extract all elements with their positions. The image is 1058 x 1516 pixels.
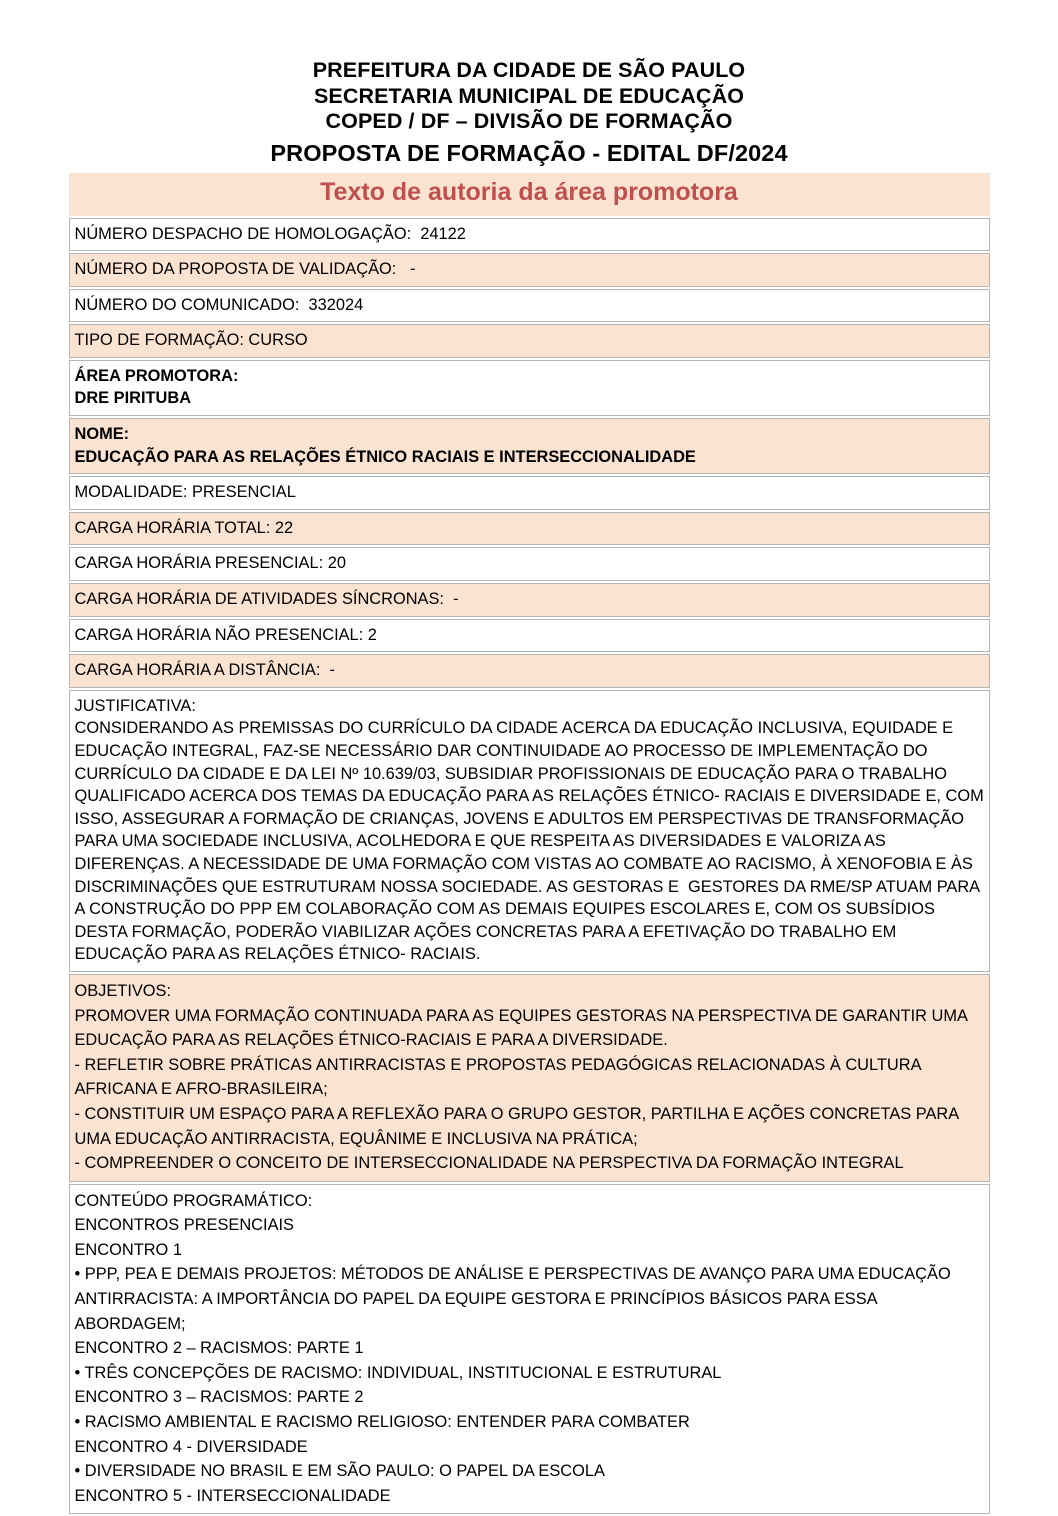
form-row (69, 619, 990, 653)
field-modalidade (69, 476, 990, 510)
field-carga-horaria-presencial-line: CARGA HORÁRIA PRESENCIAL: 20 (75, 552, 985, 575)
form-row (69, 583, 990, 617)
field-nome-da-formacao-line: EDUCAÇÃO PARA AS RELAÇÕES ÉTNICO RACIAIS E INTERSECCIONALIDADE (75, 446, 985, 469)
field-objetivos-line: - CONSTITUIR UM ESPAÇO PARA A REFLEXÃO PARA O GRUPO GESTOR, PARTILHA E AÇÕES CONCRETAS PARA UMA EDUCAÇÃO ANTIRRACISTA, EQUÂNIME E INCLUSIVA NA PRÁTICA; (75, 1102, 985, 1151)
field-objetivos-line: - COMPREENDER O CONCEITO DE INTERSECCIONALIDADE NA PERSPECTIVA DA FORMAÇÃO INTEGRAL (75, 1151, 985, 1176)
field-conteudo-programatico-line: ENCONTRO 5 - INTERSECCIONALIDADE (75, 1484, 985, 1509)
proposal-form-body (69, 218, 990, 1515)
header-line-secretaria: SECRETARIA MUNICIPAL DE EDUCAÇÃO (0, 84, 1058, 110)
field-conteudo-programatico-line: • RACISMO AMBIENTAL E RACISMO RELIGIOSO: ENTENDER PARA COMBATER (75, 1410, 985, 1435)
form-row (69, 218, 990, 252)
form-row (69, 360, 990, 416)
field-conteudo-programatico-line: ENCONTRO 3 – RACISMOS: PARTE 2 (75, 1385, 985, 1410)
field-conteudo-programatico-line: ENCONTROS PRESENCIAIS (75, 1213, 985, 1238)
field-conteudo-programatico-line: • PPP, PEA E DEMAIS PROJETOS: MÉTODOS DE ANÁLISE E PERSPECTIVAS DE AVANÇO PARA UMA EDUCAÇÃO ANTIRRACISTA: A IMPORTÂNCIA DO PAPEL DA EQUIPE GESTORA E PRINCÍPIOS BÁSICOS PARA ESSA ABORDAGEM; (75, 1262, 985, 1336)
field-tipo-de-formacao-line: TIPO DE FORMAÇÃO: CURSO (75, 329, 985, 352)
field-carga-horaria-atividades-sincronas-line: CARGA HORÁRIA DE ATIVIDADES SÍNCRONAS: - (75, 588, 985, 611)
form-row (69, 654, 990, 688)
field-justificativa-line: JUSTIFICATIVA: (75, 695, 985, 718)
form-row (69, 324, 990, 358)
field-carga-horaria-presencial (69, 547, 990, 581)
field-carga-horaria-atividades-sincronas (69, 583, 990, 617)
field-carga-horaria-nao-presencial (69, 619, 990, 653)
field-numero-comunicado-line: NÚMERO DO COMUNICADO: 332024 (75, 294, 985, 317)
field-conteudo-programatico-line: ENCONTRO 4 - DIVERSIDADE (75, 1435, 985, 1460)
authorship-banner (69, 173, 990, 216)
field-objetivos-line: PROMOVER UMA FORMAÇÃO CONTINUADA PARA AS EQUIPES GESTORAS NA PERSPECTIVA DE GARANTIR UMA EDUCAÇÃO PARA AS RELAÇÕES ÉTNICO-RACIAIS E PARA A DIVERSIDADE. (75, 1004, 985, 1053)
field-area-promotora-line: DRE PIRITUBA (75, 387, 985, 410)
field-carga-horaria-a-distancia (69, 654, 990, 688)
field-conteudo-programatico (69, 1184, 990, 1515)
form-row (69, 512, 990, 546)
field-nome-da-formacao-line: NOME: (75, 423, 985, 446)
field-conteudo-programatico-line: CONTEÚDO PROGRAMÁTICO: (75, 1189, 985, 1214)
authorship-banner-text: Texto de autoria da área promotora (320, 178, 738, 206)
field-conteudo-programatico-line: • TRÊS CONCEPÇÕES DE RACISMO: INDIVIDUAL, INSTITUCIONAL E ESTRUTURAL (75, 1361, 985, 1386)
form-row (69, 476, 990, 510)
field-justificativa (69, 690, 990, 972)
field-modalidade-line: MODALIDADE: PRESENCIAL (75, 481, 985, 504)
form-row (69, 547, 990, 581)
field-justificativa-line: CONSIDERANDO AS PREMISSAS DO CURRÍCULO DA CIDADE ACERCA DA EDUCAÇÃO INCLUSIVA, EQUIDADE E EDUCAÇÃO INTEGRAL, FAZ-SE NECESSÁRIO DAR CONTINUIDADE AO PROCESSO DE IMPLEMENTAÇÃO DO CURRÍCULO DA CIDADE E DA LEI Nº 10.639/03, SUBSIDIAR PROFISSIONAIS DE EDUCAÇÃO PARA O TRABALHO QUALIFICADO ACERCA DOS TEMAS DA EDUCAÇÃO PARA AS RELAÇÕES ÉTNICO- RACIAIS E DIVERSIDADE E, COM ISSO, ASSEGURAR A FORMAÇÃO DE CRIANÇAS, JOVENS E ADULTOS EM PERSPECTIVAS DE TRANSFORMAÇÃO PARA UMA SOCIEDADE INCLUSIVA, ACOLHEDORA E QUE RESPEITA AS DIVERSIDADES E VALORIZA AS DIFERENÇAS. A NECESSIDADE DE UMA FORMAÇÃO COM VISTAS AO COMBATE AO RACISMO, À XENOFOBIA E ÀS DISCRIMINAÇÕES QUE ESTRUTURAM NOSSA SOCIEDADE. AS GESTORAS E GESTORES DA RME/SP ATUAM PARA A CONSTRUÇÃO DO PPP EM COLABORAÇÃO COM AS DEMAIS EQUIPES ESCOLARES E, COM OS SUBSÍDIOS DESTA FORMAÇÃO, PODERÃO VIABILIZAR AÇÕES CONCRETAS PARA A EFETIVAÇÃO DO TRABALHO EM EDUCAÇÃO PARA AS RELAÇÕES ÉTNICO- RACIAIS. (75, 717, 985, 966)
form-row (69, 690, 990, 972)
field-numero-despacho-homologacao (69, 218, 990, 252)
field-objetivos (69, 974, 990, 1182)
field-area-promotora (69, 360, 990, 416)
field-carga-horaria-nao-presencial-line: CARGA HORÁRIA NÃO PRESENCIAL: 2 (75, 624, 985, 647)
proposal-form-table (69, 216, 990, 1516)
field-numero-proposta-validacao (69, 253, 990, 287)
header-line-coped: COPED / DF – DIVISÃO DE FORMAÇÃO (0, 109, 1058, 135)
field-carga-horaria-total (69, 512, 990, 546)
field-numero-comunicado (69, 289, 990, 323)
form-row (69, 418, 990, 474)
header-line-proposta: PROPOSTA DE FORMAÇÃO - EDITAL DF/2024 (0, 135, 1058, 168)
document-header (0, 0, 1058, 168)
field-carga-horaria-a-distancia-line: CARGA HORÁRIA A DISTÂNCIA: - (75, 659, 985, 682)
field-area-promotora-line: ÁREA PROMOTORA: (75, 365, 985, 388)
field-objetivos-line: OBJETIVOS: (75, 979, 985, 1004)
form-row (69, 253, 990, 287)
field-conteudo-programatico-line: ENCONTRO 1 (75, 1238, 985, 1263)
form-row (69, 289, 990, 323)
field-nome-da-formacao (69, 418, 990, 474)
field-numero-despacho-homologacao-line: NÚMERO DESPACHO DE HOMOLOGAÇÃO: 24122 (75, 223, 985, 246)
field-objetivos-line: - REFLETIR SOBRE PRÁTICAS ANTIRRACISTAS E PROPOSTAS PEDAGÓGICAS RELACIONADAS À CULTURA AFRICANA E AFRO-BRASILEIRA; (75, 1053, 985, 1102)
field-conteudo-programatico-line: • DIVERSIDADE NO BRASIL E EM SÃO PAULO: O PAPEL DA ESCOLA (75, 1459, 985, 1484)
field-carga-horaria-total-line: CARGA HORÁRIA TOTAL: 22 (75, 517, 985, 540)
form-row (69, 1184, 990, 1515)
header-line-prefeitura: PREFEITURA DA CIDADE DE SÃO PAULO (0, 58, 1058, 84)
field-numero-proposta-validacao-line: NÚMERO DA PROPOSTA DE VALIDAÇÃO: - (75, 258, 985, 281)
form-row (69, 974, 990, 1182)
field-tipo-de-formacao (69, 324, 990, 358)
field-conteudo-programatico-line: ENCONTRO 2 – RACISMOS: PARTE 1 (75, 1336, 985, 1361)
